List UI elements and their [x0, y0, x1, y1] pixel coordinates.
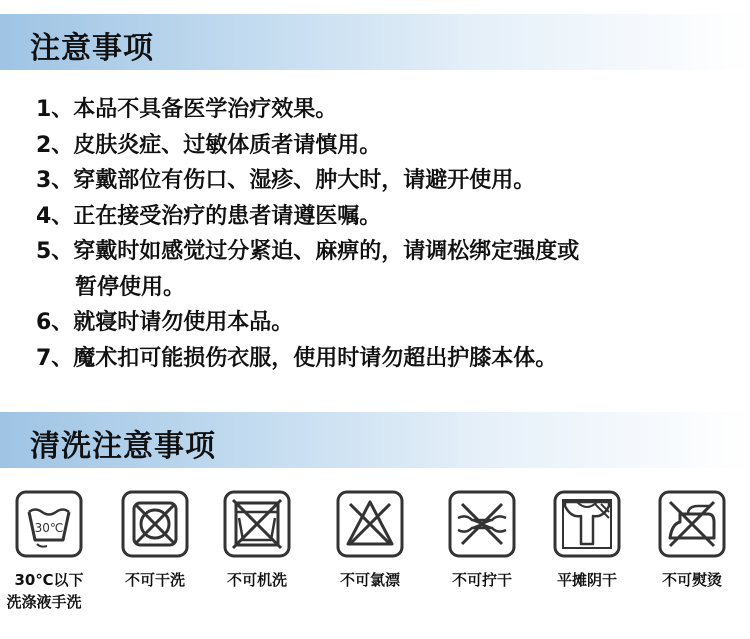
care-label-no-machine-wash: 不可机洗: [226, 571, 287, 589]
care-label-no-dry-clean: 不可干洗: [124, 571, 185, 589]
wash-30-hand-icon: [15, 490, 83, 558]
care-label-hand-wash-line2: 洗涤液手洗: [6, 593, 82, 611]
note-item-6: 6、就寝时请勿使用本品。: [36, 310, 294, 335]
care-label-no-bleach: 不可氯漂: [339, 571, 400, 589]
wash-temp-text: 30℃: [34, 521, 64, 535]
care-symbols-row: [0, 490, 750, 630]
note-item-5: 5、穿戴时如感觉过分紧迫、麻痹的，请调松绑定强度或: [36, 239, 580, 264]
care-item-no-machine-wash: [207, 490, 307, 591]
note-item-5-continued-text: 暂停使用。: [75, 274, 186, 300]
care-label-no-wring: 不可拧干: [451, 571, 512, 589]
care-item-hand-wash: [0, 490, 99, 613]
care-item-no-bleach: [320, 490, 420, 591]
care-item-no-iron: [642, 490, 742, 591]
note-item-5-continued: [36, 270, 579, 306]
no-machine-wash-icon: [223, 490, 291, 558]
wash-section-header: [0, 412, 750, 468]
note-item-3: 3、穿戴部位有伤口、湿疹、肿大时，请避开使用。: [36, 168, 536, 193]
care-item-no-dry-clean: [105, 490, 205, 591]
dry-flat-shade-icon: [553, 490, 621, 558]
notes-section-header: [0, 14, 750, 70]
care-label-no-iron: 不可熨烫: [661, 571, 722, 589]
care-item-no-wring: [432, 490, 532, 591]
care-label-hand-wash: 30℃以下: [14, 571, 84, 589]
no-iron-icon: [658, 490, 726, 558]
note-item-1: 1、本品不具备医学治疗效果。: [36, 97, 338, 122]
note-item-2: 2、皮肤炎症、过敏体质者请慎用。: [36, 132, 382, 158]
care-label-dry-flat-shade: 平摊阴干: [556, 571, 617, 589]
care-item-dry-flat-shade: [537, 490, 637, 591]
notes-section-title: 注意事项: [30, 31, 154, 66]
note-item-7: 7、魔术扣可能损伤衣服，使用时请勿超出护膝本体。: [36, 345, 558, 371]
note-item-4: 4、正在接受治疗的患者请遵医嘱。: [36, 203, 382, 229]
no-wring-icon: [448, 490, 516, 558]
no-bleach-icon: [336, 490, 404, 558]
no-tumble-dry-icon: [121, 490, 189, 558]
notes-list: [36, 92, 579, 376]
wash-section-title: 清洗注意事项: [30, 429, 216, 464]
